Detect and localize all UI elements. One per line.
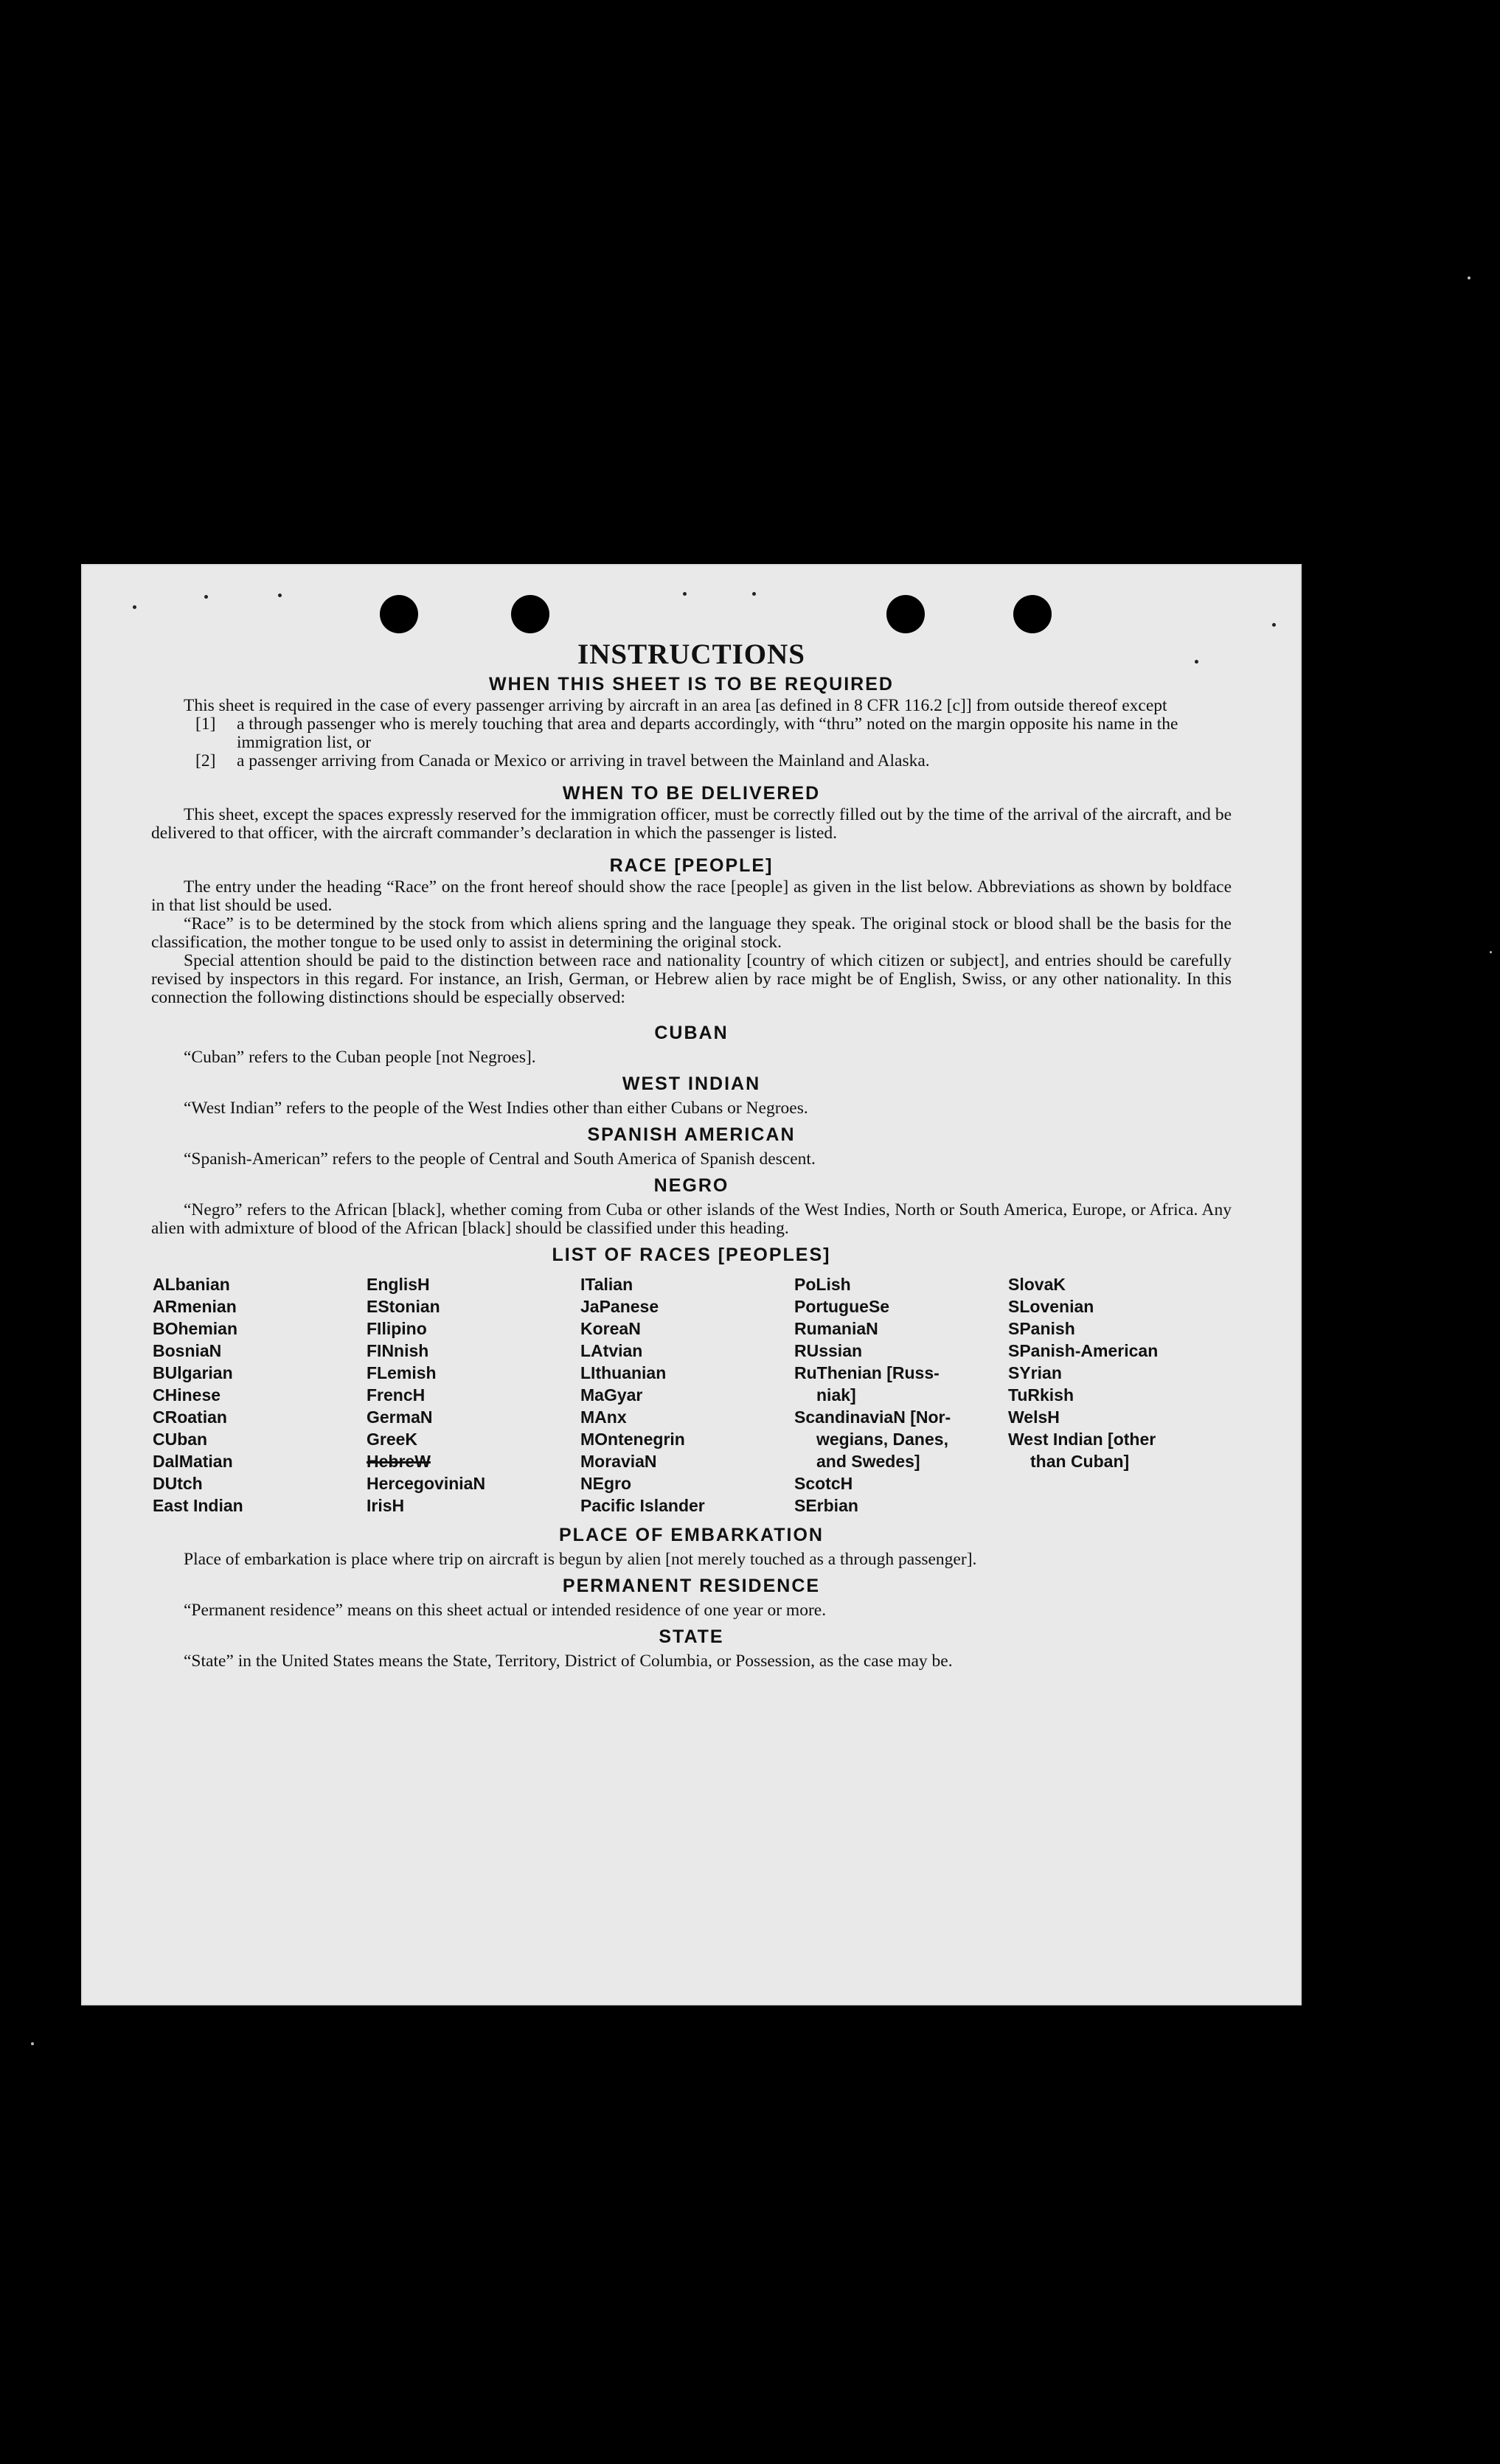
race-entry: GermaN: [367, 1407, 433, 1427]
race-entry: PortugueSe: [794, 1297, 890, 1316]
race-entry: LAtvian: [580, 1341, 643, 1360]
race-entry: BUlgarian: [153, 1363, 233, 1382]
race-entry: MOntenegrin: [580, 1430, 685, 1449]
race-entry: DUtch: [153, 1474, 203, 1493]
scan-speck: [1490, 951, 1492, 953]
west-indian-text: “West Indian” refers to the people of the West Indies other than either Cubans or Negroes.: [184, 1099, 808, 1118]
race-entry: CUban: [153, 1430, 208, 1449]
races-column-1: [153, 1273, 367, 1517]
speck: [683, 592, 687, 596]
exception-text: a passenger arriving from Canada or Mexico or arriving in travel between the Mainland and Alaska.: [237, 751, 930, 770]
heading-spanish-american: SPANISH AMERICAN: [587, 1124, 796, 1145]
document-title: INSTRUCTIONS: [577, 638, 805, 670]
races-column-2: [367, 1273, 580, 1517]
race-entry: FLemish: [367, 1363, 437, 1382]
race-entry: ITalian: [580, 1275, 633, 1294]
race-entry: ARmenian: [153, 1297, 237, 1316]
exception-list: [195, 715, 1232, 770]
race-entry: GreeK: [367, 1430, 418, 1449]
speck: [1272, 623, 1276, 627]
race-entry: SlovaK: [1008, 1275, 1066, 1294]
race-paragraph-3: Special attention should be paid to the distinction between race and nationality [country of which citizen or subject], and entries should be carefully revised by inspectors in this regard. For instance, an Irish, German, or Hebrew alien by race might be of English, Swiss, or any other nationality. In this connection the following distinctions should be especially observed:: [151, 951, 1232, 1007]
race-entry: LIthuanian: [580, 1363, 667, 1382]
race-entry: RumaniaN: [794, 1319, 878, 1338]
exception-text: a through passenger who is merely touching that area and departs accordingly, with “thru” noted on the margin opposite his name in the immigration list, or: [237, 714, 1178, 752]
races-column-5: [1008, 1273, 1229, 1517]
race-paragraph-1: The entry under the heading “Race” on the front hereof should show the race [people] as given in the list below. Abbreviations as shown by boldface in that list should be used.: [151, 877, 1232, 915]
instruction-sheet: [81, 564, 1302, 2005]
race-entry: DalMatian: [153, 1452, 233, 1471]
race-entry: Pacific Islander: [580, 1496, 705, 1515]
races-table: [153, 1273, 1232, 1517]
heading-west-indian: WEST INDIAN: [622, 1073, 761, 1094]
race-entry: TuRkish: [1008, 1385, 1074, 1405]
race-entry: ScotcH: [794, 1474, 853, 1493]
race-entry: PoLish: [794, 1275, 851, 1294]
punch-hole: [511, 595, 549, 633]
exception-number: [1]: [195, 714, 216, 734]
sheet-content: [151, 638, 1232, 1675]
race-entry: NEgro: [580, 1474, 631, 1493]
race-entry: KoreaN: [580, 1319, 641, 1338]
race-entry: SYrian: [1008, 1363, 1062, 1382]
heading-residence: PERMANENT RESIDENCE: [562, 1576, 821, 1596]
speck: [204, 595, 208, 599]
race-entry: HebreW: [367, 1452, 431, 1471]
race-entry: ALbanian: [153, 1275, 230, 1294]
exception-number: [2]: [195, 751, 216, 770]
state-text: “State” in the United States means the State, Territory, District of Columbia, or Possession, as the case may be.: [184, 1652, 953, 1671]
heading-delivered: WHEN TO BE DELIVERED: [562, 783, 821, 804]
race-entry: EStonian: [367, 1297, 440, 1316]
races-column-3: [580, 1273, 794, 1517]
heading-cuban: CUBAN: [654, 1023, 729, 1043]
heading-required: WHEN THIS SHEET IS TO BE REQUIRED: [489, 674, 894, 695]
heading-negro: NEGRO: [653, 1175, 729, 1196]
race-entry: MoraviaN: [580, 1452, 657, 1471]
cuban-text: “Cuban” refers to the Cuban people [not Negroes].: [184, 1048, 536, 1067]
punch-hole: [380, 595, 418, 633]
race-entry: MAnx: [580, 1407, 627, 1427]
negro-text: “Negro” refers to the African [black], whether coming from Cuba or other islands of the West Indies, North or South America, Europe, or Africa. Any alien with admixture of blood of the African [black] should be classified under this heading.: [151, 1200, 1232, 1238]
race-entry: ScandinaviaN [Nor-: [794, 1407, 951, 1427]
race-entry: EnglisH: [367, 1275, 430, 1294]
race-entry: than Cuban]: [1030, 1452, 1130, 1471]
punch-hole: [886, 595, 925, 633]
race-entry: CRoatian: [153, 1407, 227, 1427]
speck: [752, 592, 756, 596]
race-entry: SErbian: [794, 1496, 858, 1515]
race-entry: CHinese: [153, 1385, 221, 1405]
required-intro: This sheet is required in the case of every passenger arriving by aircraft in an area [as defined in 8 CFR 116.2 [c]] from outside thereof except: [184, 696, 1167, 715]
embarkation-text: Place of embarkation is place where trip on aircraft is begun by alien [not merely touched as a through passenger].: [184, 1550, 977, 1569]
delivered-text: This sheet, except the spaces expressly reserved for the immigration officer, must be correctly filled out by the time of the arrival of the aircraft, and be delivered to that officer, with the aircraft commander’s declaration in which the passenger is listed.: [151, 805, 1232, 843]
race-entry: FIlipino: [367, 1319, 427, 1338]
race-entry: SLovenian: [1008, 1297, 1094, 1316]
residence-text: “Permanent residence” means on this sheet actual or intended residence of one year or more.: [184, 1601, 827, 1620]
spanish-american-text: “Spanish-American” refers to the people of Central and South America of Spanish descent.: [184, 1149, 816, 1169]
race-entry: FINnish: [367, 1341, 429, 1360]
race-entry: BOhemian: [153, 1319, 238, 1338]
race-entry: HercegoviniaN: [367, 1474, 486, 1493]
race-entry: SPanish-American: [1008, 1341, 1159, 1360]
race-entry: SPanish: [1008, 1319, 1075, 1338]
race-entry: wegians, Danes,: [816, 1430, 948, 1449]
race-entry: niak]: [816, 1385, 856, 1405]
races-column-4: [794, 1273, 1008, 1517]
race-entry: FrencH: [367, 1385, 426, 1405]
race-entry: JaPanese: [580, 1297, 659, 1316]
race-entry: and Swedes]: [816, 1452, 920, 1471]
heading-list-of-races: LIST OF RACES [PEOPLES]: [552, 1245, 831, 1265]
punch-hole: [1013, 595, 1052, 633]
scan-speck: [1468, 276, 1471, 279]
race-entry: West Indian [other: [1008, 1430, 1156, 1449]
race-entry: RuThenian [Russ-: [794, 1363, 940, 1382]
race-paragraph-2: “Race” is to be determined by the stock from which aliens spring and the language they speak. The original stock or blood shall be the basis for the classification, the mother tongue to be used only to assist in determining the original stock.: [151, 914, 1232, 952]
scan-speck: [31, 2042, 34, 2045]
speck: [278, 594, 282, 597]
race-entry: MaGyar: [580, 1385, 643, 1405]
race-entry: WelsH: [1008, 1407, 1060, 1427]
race-entry: RUssian: [794, 1341, 863, 1360]
race-entry: BosniaN: [153, 1341, 222, 1360]
heading-race: RACE [PEOPLE]: [609, 855, 774, 876]
heading-embarkation: PLACE OF EMBARKATION: [559, 1525, 824, 1545]
race-entry: East Indian: [153, 1496, 243, 1515]
heading-state: STATE: [659, 1626, 724, 1647]
race-entry: IrisH: [367, 1496, 405, 1515]
speck: [133, 605, 136, 609]
